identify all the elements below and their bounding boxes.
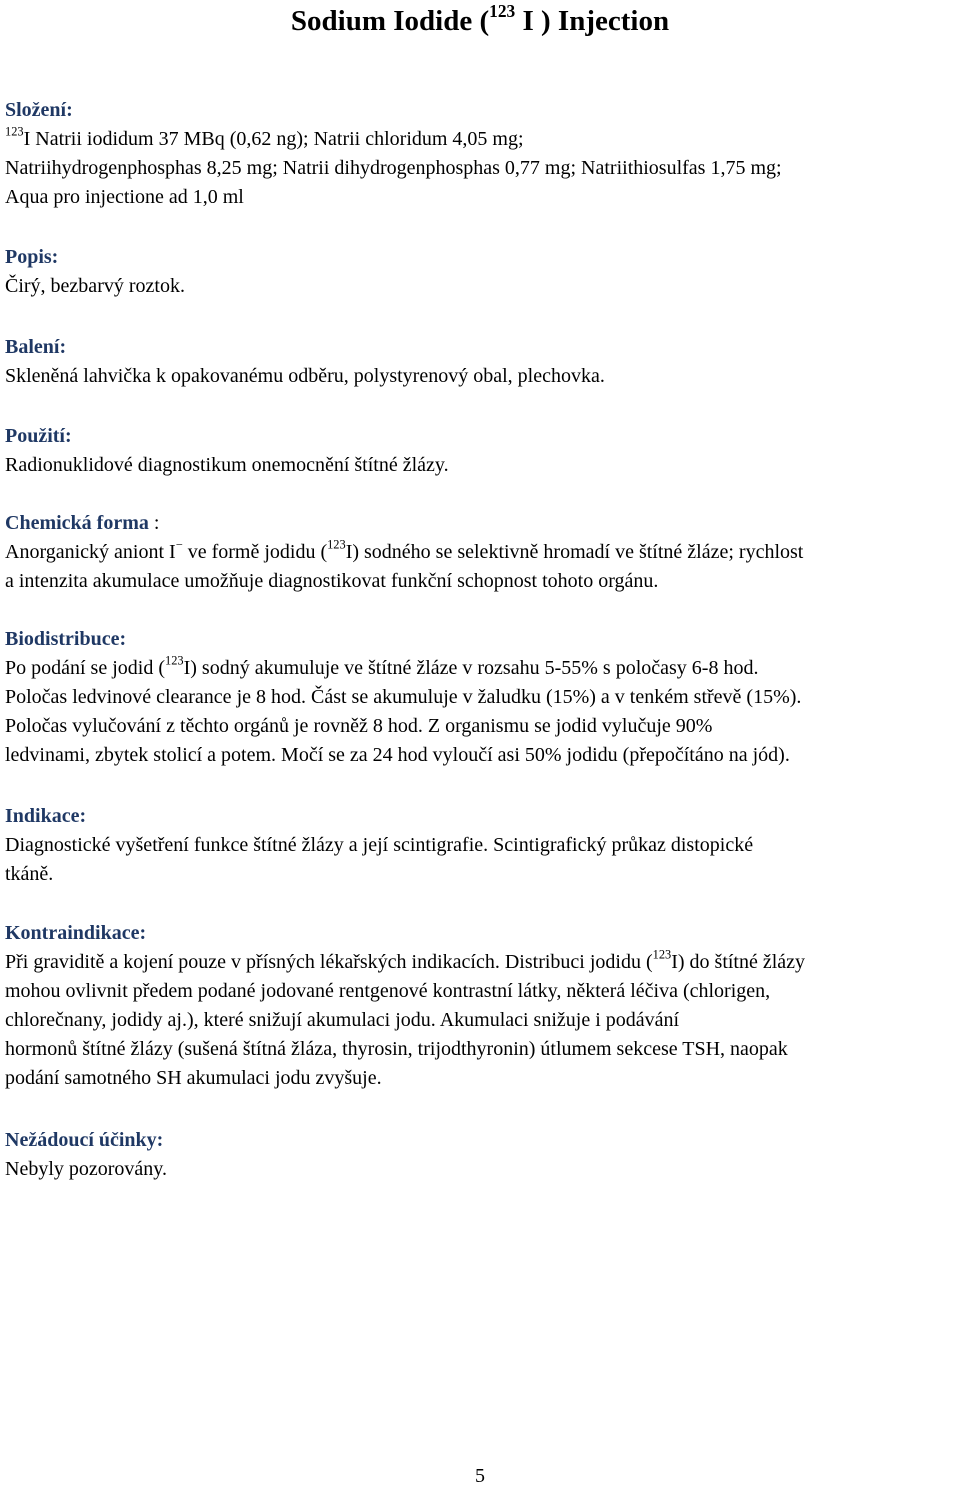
section-heading: Popis: xyxy=(5,246,59,268)
section-heading xyxy=(5,510,955,537)
isotope-sup: 123 xyxy=(652,947,672,962)
text-line: Poločas ledvinové clearance je 8 hod. Část se akumuluje v žaludku (15%) a v tenkém střevě (15%). xyxy=(5,686,802,708)
section-popis xyxy=(5,244,955,301)
section-biodistribuce xyxy=(5,626,955,770)
text-line: Nebyly pozorovány. xyxy=(5,1158,167,1180)
text-line: ledvinami, zbytek stolicí a potem. Močí se za 24 hod vyloučí asi 50% jodidu (přepočítáno na jód). xyxy=(5,744,790,766)
section-nezadouci-ucinky xyxy=(5,1127,955,1184)
document-title xyxy=(0,2,960,40)
text-span: Při graviditě a kojení pouze v přísných lékařských indikacích. Distribuci jodidu ( xyxy=(5,951,653,973)
text-line: Radionuklidové diagnostikum onemocnění štítné žlázy. xyxy=(5,454,449,476)
section-chemicka-forma xyxy=(5,510,955,596)
text-line: mohou ovlivnit předem podané jodované rentgenové kontrastní látky, některá léčiva (chlorigen, xyxy=(5,980,771,1002)
section-body xyxy=(5,831,955,889)
text-span: ve formě jodidu ( xyxy=(182,541,328,563)
section-body xyxy=(5,948,955,1093)
text-span: I Natrii iodidum 37 MBq (0,62 ng); Natrii chloridum 4,05 mg; xyxy=(23,128,524,150)
section-body xyxy=(5,125,955,212)
section-body xyxy=(5,451,955,480)
text-line: tkáně. xyxy=(5,863,54,885)
text-span: I) sodného se selektivně hromadí ve štítné žláze; rychlost xyxy=(345,541,804,563)
section-body xyxy=(5,1155,955,1184)
text-line xyxy=(5,948,955,977)
section-kontraindikace xyxy=(5,920,955,1093)
text-span: I) do štítné žlázy xyxy=(671,951,806,973)
text-line xyxy=(5,654,955,683)
text-span: Po podání se jodid ( xyxy=(5,657,165,679)
isotope-sup: 123 xyxy=(5,124,24,139)
text-span: Anorganický aniont I xyxy=(5,541,176,563)
text-line: Skleněná lahvička k opakovanému odběru, polystyrenový obal, plechovka. xyxy=(5,365,605,387)
section-indikace xyxy=(5,803,955,889)
text-span: I) sodný akumuluje ve štítné žláze v rozsahu 5-55% s poločasy 6-8 hod. xyxy=(183,657,759,679)
section-heading: Kontraindikace: xyxy=(5,922,147,944)
section-heading: Složení: xyxy=(5,99,73,121)
isotope-sup: 123 xyxy=(327,537,346,552)
text-line: a intenzita akumulace umožňuje diagnostikovat funkční schopnost tohoto orgánu. xyxy=(5,570,659,592)
section-pouziti xyxy=(5,423,955,480)
section-heading: Použití: xyxy=(5,425,72,447)
text-line xyxy=(5,538,955,567)
text-line: Diagnostické vyšetření funkce štítné žlázy a její scintigrafie. Scintigrafický průkaz distopické xyxy=(5,834,754,856)
section-body xyxy=(5,654,955,770)
text-line: chlorečnany, jodidy aj.), které snižují akumulaci jodu. Akumulaci snižuje i podávání xyxy=(5,1009,680,1031)
title-suffix: I ) Injection xyxy=(515,5,670,37)
charge-sup: − xyxy=(175,537,183,552)
section-heading: Indikace: xyxy=(5,805,87,827)
section-body xyxy=(5,538,955,596)
section-heading: Biodistribuce: xyxy=(5,628,127,650)
text-line: Natriihydrogenphosphas 8,25 mg; Natrii dihydrogenphosphas 0,77 mg; Natriithiosulfas 1,75 mg; xyxy=(5,157,782,179)
text-line: hormonů štítné žlázy (sušená štítná žláza, thyrosin, trijodthyronin) útlumem sekcese TSH, naopak xyxy=(5,1038,788,1060)
text-line: Aqua pro injectione ad 1,0 ml xyxy=(5,186,244,208)
section-body xyxy=(5,272,955,301)
isotope-sup: 123 xyxy=(165,653,184,668)
title-prefix: Sodium Iodide ( xyxy=(290,5,490,37)
heading-tail: : xyxy=(148,512,160,534)
section-slozeni xyxy=(5,97,955,212)
section-heading: Balení: xyxy=(5,336,67,358)
title-isotope: 123 xyxy=(489,0,516,21)
text-line: podání samotného SH akumulaci jodu zvyšuje. xyxy=(5,1067,382,1089)
text-line: Čirý, bezbarvý roztok. xyxy=(5,275,185,297)
heading-text: Chemická forma xyxy=(5,512,149,534)
section-baleni xyxy=(5,334,955,391)
text-line: Poločas vylučování z těchto orgánů je rovněž 8 hod. Z organismu se jodid vylučuje 90% xyxy=(5,715,713,737)
text-line xyxy=(5,125,955,154)
section-heading: Nežádoucí účinky: xyxy=(5,1129,164,1151)
section-body xyxy=(5,362,955,391)
page-number: 5 xyxy=(475,1465,485,1487)
